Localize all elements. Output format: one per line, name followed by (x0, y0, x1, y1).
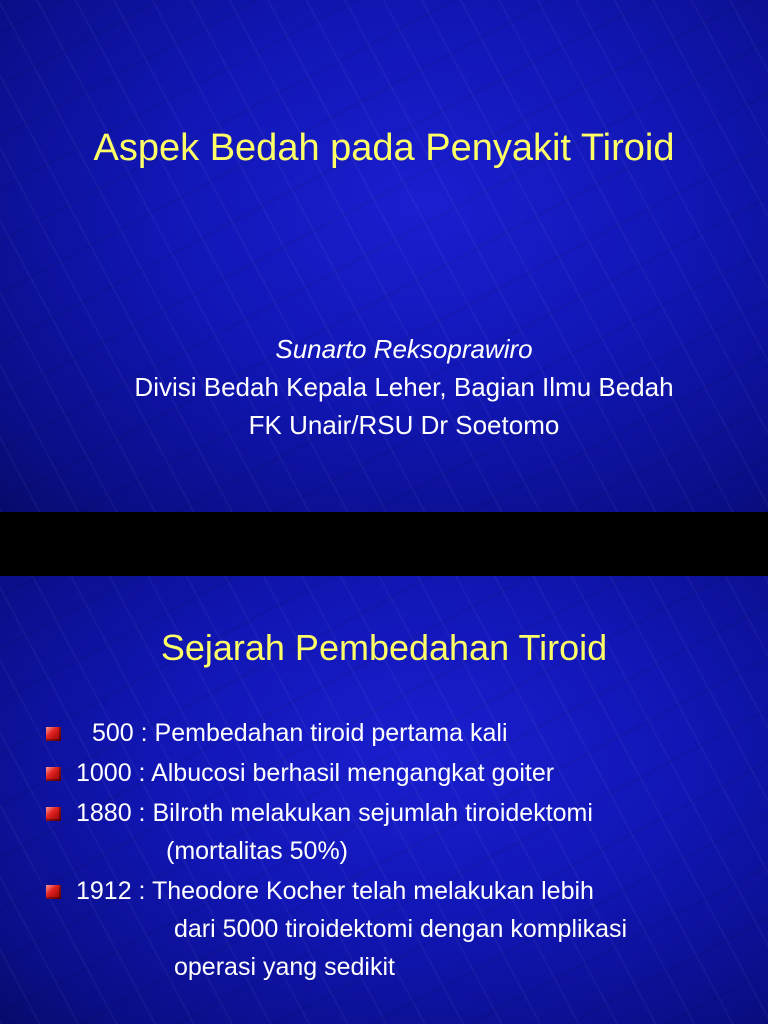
bullet-text: 500 : Pembedahan tiroid pertama kali (92, 719, 508, 747)
red-square-bullet-icon (46, 885, 61, 899)
red-square-bullet-icon (46, 807, 61, 821)
slide-title: Sejarah Pembedahan Tiroid (160, 627, 608, 668)
author-block (0, 330, 768, 444)
bullet-text-continued: operasi yang sedikit (174, 953, 395, 981)
bullet-text: 1000 : Albucosi berhasil mengangkat goiter (76, 759, 555, 787)
bullet-list (0, 714, 768, 988)
history-slide (0, 576, 768, 1024)
affiliation-line-1: Divisi Bedah Kepala Leher, Bagian Ilmu Bedah (134, 372, 674, 402)
bullet-text: 1912 : Theodore Kocher telah melakukan lebih (76, 877, 594, 905)
list-item (0, 872, 768, 986)
list-item (0, 794, 768, 870)
red-square-bullet-icon (46, 767, 61, 781)
author-name: Sunarto Reksoprawiro (275, 334, 533, 364)
bullet-text-continued: (mortalitas 50%) (166, 837, 348, 865)
red-square-bullet-icon (46, 727, 61, 741)
list-item (0, 714, 768, 752)
list-item (0, 754, 768, 792)
bullet-text: 1880 : Bilroth melakukan sejumlah tiroidektomi (76, 799, 593, 827)
slide-title: Aspek Bedah pada Penyakit Tiroid (93, 127, 675, 169)
affiliation-line-2: FK Unair/RSU Dr Soetomo (248, 410, 560, 440)
slide-separator (0, 512, 768, 576)
bullet-text-continued: dari 5000 tiroidektomi dengan komplikasi (174, 915, 628, 943)
